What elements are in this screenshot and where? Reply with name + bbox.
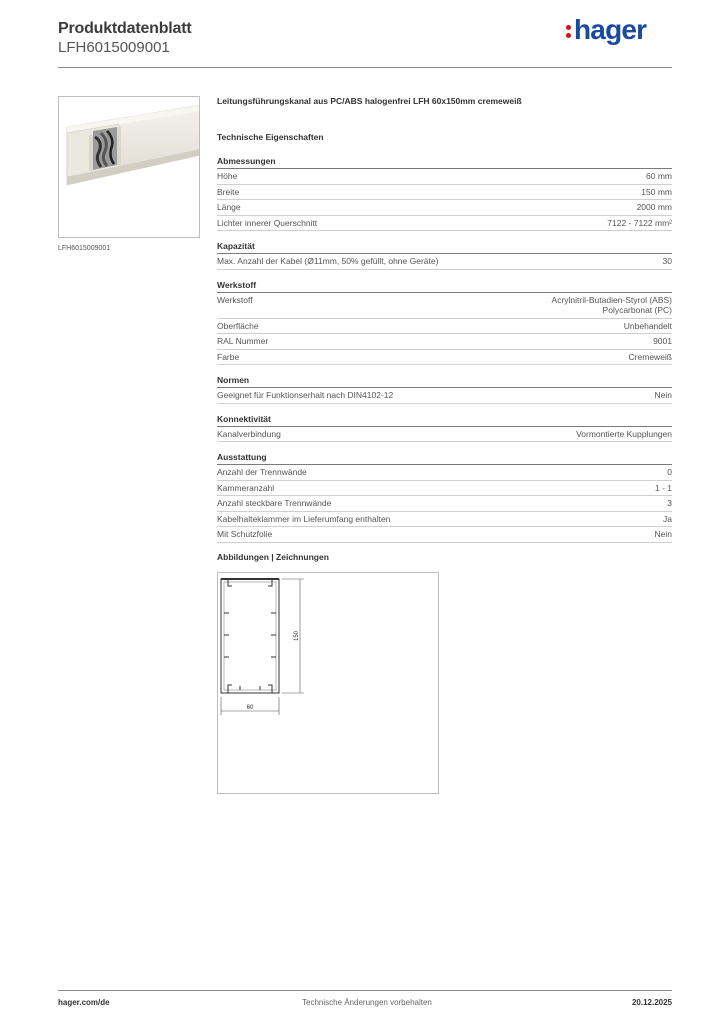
spec-value: Nein xyxy=(654,390,672,400)
spec-row xyxy=(217,185,672,201)
height-dimension-label: 150 xyxy=(294,630,300,642)
spec-label: RAL Nummer xyxy=(217,336,269,346)
spec-label: Max. Anzahl der Kabel (Ø11mm, 50% gefüllt, ohne Geräte) xyxy=(217,256,439,266)
spec-value: Nein xyxy=(654,529,672,539)
spec-section xyxy=(217,452,672,543)
spec-sections xyxy=(217,156,672,543)
section-title: Werkstoff xyxy=(217,280,672,293)
spec-row xyxy=(217,512,672,528)
section-title: Konnektivität xyxy=(217,414,672,427)
spec-value: 3 xyxy=(667,498,672,508)
spec-value: 1 - 1 xyxy=(654,482,672,493)
spec-row xyxy=(217,169,672,185)
footer-divider xyxy=(58,990,672,991)
page-header xyxy=(58,20,192,56)
width-dimension-label: 60 xyxy=(246,705,254,711)
spec-row xyxy=(217,293,672,319)
spec-row xyxy=(217,527,672,543)
spec-label: Kammeranzahl xyxy=(217,482,275,493)
spec-row xyxy=(217,334,672,350)
spec-value: Acrylnitril-Butadien-Styrol (ABS) Polycarbonat (PC) xyxy=(551,294,672,315)
section-title: Abmessungen xyxy=(217,156,672,169)
footer-disclaimer: Technische Änderungen vorbehalten xyxy=(302,998,432,1007)
technical-drawing xyxy=(217,572,439,794)
spec-label: Kanalverbindung xyxy=(217,428,281,439)
spec-label: Geeignet für Funktionserhalt nach DIN4102-12 xyxy=(217,390,394,400)
spec-row xyxy=(217,427,672,443)
spec-label: Lichter innerer Querschnitt xyxy=(217,217,318,228)
section-title: Normen xyxy=(217,375,672,388)
cable-duct-photo-icon xyxy=(59,97,200,238)
spec-label: Anzahl der Trennwände xyxy=(217,467,307,477)
spec-row xyxy=(217,319,672,335)
spec-label: Länge xyxy=(217,202,241,212)
spec-row xyxy=(217,254,672,270)
spec-label: Mit Schutzfolie xyxy=(217,529,273,539)
spec-value: Ja xyxy=(663,513,672,524)
section-title: Ausstattung xyxy=(217,452,672,465)
spec-row xyxy=(217,350,672,366)
spec-section xyxy=(217,375,672,404)
spec-row xyxy=(217,496,672,512)
photo-caption: LFH6015009001 xyxy=(58,245,111,252)
spec-row xyxy=(217,216,672,232)
spec-label: Höhe xyxy=(217,171,238,181)
duct-cross-section-drawing xyxy=(218,573,440,795)
spec-value: Vormontierte Kupplungen xyxy=(576,428,672,439)
spec-label: Anzahl steckbare Trennwände xyxy=(217,498,332,508)
spec-value: 0 xyxy=(667,467,672,477)
product-specifications xyxy=(217,96,672,543)
spec-section xyxy=(217,414,672,443)
spec-row xyxy=(217,388,672,404)
spec-value: Unbehandelt xyxy=(623,320,672,331)
footer-date: 20.12.2025 xyxy=(631,998,672,1007)
spec-value: 2000 mm xyxy=(636,202,672,212)
hager-logo xyxy=(566,14,646,46)
spec-label: Farbe xyxy=(217,351,240,362)
section-title: Kapazität xyxy=(217,241,672,254)
logo-colon-icon xyxy=(566,23,572,39)
product-number: LFH6015009001 xyxy=(58,39,170,56)
technical-properties-heading: Technische Eigenschaften xyxy=(217,132,324,142)
drawings-heading: Abbildungen | Zeichnungen xyxy=(217,552,329,562)
spec-value: 150 mm xyxy=(641,186,672,197)
spec-section xyxy=(217,156,672,231)
spec-row xyxy=(217,200,672,216)
spec-row xyxy=(217,481,672,497)
spec-value: 30 xyxy=(662,256,672,266)
spec-section xyxy=(217,241,672,270)
logo-text: hager xyxy=(574,14,647,45)
spec-value: 60 mm xyxy=(646,171,672,181)
product-photo xyxy=(58,96,200,238)
spec-value: Cremeweiß xyxy=(628,351,672,362)
footer-website-link[interactable]: hager.com/de xyxy=(58,998,110,1007)
spec-label: Kabelhalteklammer im Lieferumfang enthalten xyxy=(217,513,391,524)
header-divider xyxy=(58,67,672,68)
product-description: Leitungsführungskanal aus PC/ABS halogenfrei LFH 60x150mm cremeweiß xyxy=(217,96,522,106)
spec-label: Oberfläche xyxy=(217,320,259,331)
spec-label: Breite xyxy=(217,186,240,197)
spec-value: 9001 xyxy=(653,336,672,346)
document-title: Produktdatenblatt xyxy=(58,20,192,37)
spec-value: 7122 - 7122 mm² xyxy=(607,217,672,228)
spec-section xyxy=(217,280,672,366)
spec-row xyxy=(217,465,672,481)
spec-label: Werkstoff xyxy=(217,294,253,305)
